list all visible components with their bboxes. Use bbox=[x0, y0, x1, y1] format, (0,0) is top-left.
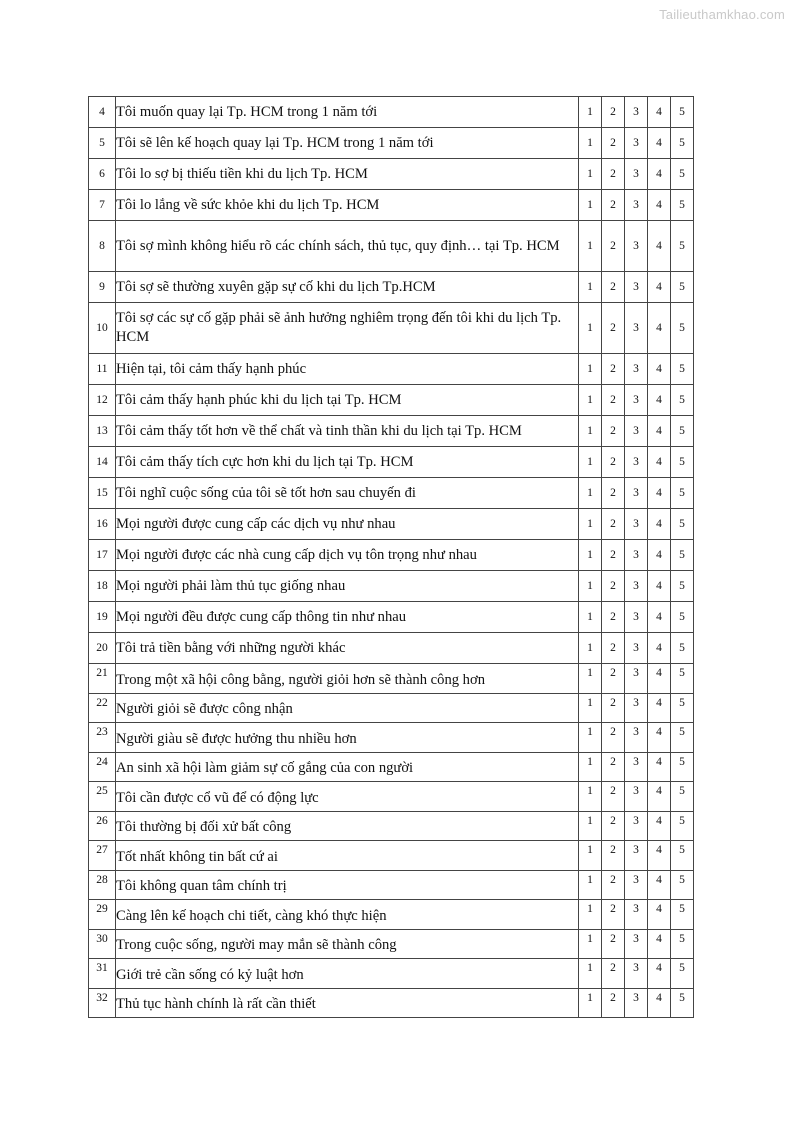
table-row bbox=[89, 571, 694, 602]
likert-option-3[interactable]: 3 bbox=[625, 385, 648, 416]
likert-option-5[interactable]: 5 bbox=[671, 128, 694, 159]
likert-option-4[interactable]: 4 bbox=[648, 128, 671, 159]
likert-option-1[interactable]: 1 bbox=[579, 385, 602, 416]
table-row bbox=[89, 128, 694, 159]
table-row bbox=[89, 723, 694, 753]
statement-text: Tôi sợ sẽ thường xuyên gặp sự cố khi du lịch Tp.HCM bbox=[116, 272, 579, 303]
survey-body bbox=[89, 97, 694, 1018]
likert-option-1[interactable]: 1 bbox=[579, 929, 602, 959]
likert-option-1[interactable]: 1 bbox=[579, 159, 602, 190]
likert-option-4[interactable]: 4 bbox=[648, 602, 671, 633]
likert-option-1[interactable]: 1 bbox=[579, 128, 602, 159]
likert-option-5[interactable]: 5 bbox=[671, 540, 694, 571]
likert-option-1[interactable]: 1 bbox=[579, 571, 602, 602]
row-number: 6 bbox=[89, 159, 116, 190]
likert-option-3[interactable]: 3 bbox=[625, 303, 648, 354]
statement-text: Tôi cảm thấy hạnh phúc khi du lịch tại Tp. HCM bbox=[116, 385, 579, 416]
statement-text: Tôi sợ mình không hiểu rõ các chính sách, thủ tục, quy định… tại Tp. HCM bbox=[116, 221, 579, 272]
likert-option-1[interactable]: 1 bbox=[579, 782, 602, 812]
likert-option-4[interactable]: 4 bbox=[648, 354, 671, 385]
likert-option-1[interactable]: 1 bbox=[579, 272, 602, 303]
likert-option-5[interactable]: 5 bbox=[671, 602, 694, 633]
likert-option-4[interactable]: 4 bbox=[648, 221, 671, 272]
row-number: 31 bbox=[89, 959, 116, 989]
statement-text: Tôi cảm thấy tốt hơn về thể chất và tinh thần khi du lịch tại Tp. HCM bbox=[116, 416, 579, 447]
row-number: 29 bbox=[89, 900, 116, 930]
row-number: 5 bbox=[89, 128, 116, 159]
statement-text: Mọi người được các nhà cung cấp dịch vụ tôn trọng như nhau bbox=[116, 540, 579, 571]
row-number: 30 bbox=[89, 929, 116, 959]
likert-option-5[interactable]: 5 bbox=[671, 159, 694, 190]
statement-text: Hiện tại, tôi cảm thấy hạnh phúc bbox=[116, 354, 579, 385]
likert-option-4[interactable]: 4 bbox=[648, 303, 671, 354]
row-number: 23 bbox=[89, 723, 116, 753]
likert-option-4[interactable]: 4 bbox=[648, 97, 671, 128]
table-row bbox=[89, 272, 694, 303]
statement-text: Thủ tục hành chính là rất cần thiết bbox=[116, 988, 579, 1018]
likert-option-3[interactable]: 3 bbox=[625, 478, 648, 509]
likert-option-2[interactable]: 2 bbox=[602, 841, 625, 871]
likert-option-2[interactable]: 2 bbox=[602, 782, 625, 812]
statement-text: Người giàu sẽ được hưởng thu nhiều hơn bbox=[116, 723, 579, 753]
likert-option-3[interactable]: 3 bbox=[625, 988, 648, 1018]
likert-option-5[interactable]: 5 bbox=[671, 190, 694, 221]
table-row bbox=[89, 900, 694, 930]
likert-option-3[interactable]: 3 bbox=[625, 159, 648, 190]
likert-option-3[interactable]: 3 bbox=[625, 128, 648, 159]
statement-text: Tôi lo lắng về sức khỏe khi du lịch Tp. HCM bbox=[116, 190, 579, 221]
likert-option-1[interactable]: 1 bbox=[579, 416, 602, 447]
statement-text: An sinh xã hội làm giảm sự cố gắng của con người bbox=[116, 752, 579, 782]
statement-text: Người giỏi sẽ được công nhận bbox=[116, 693, 579, 723]
likert-option-5[interactable]: 5 bbox=[671, 385, 694, 416]
likert-option-1[interactable]: 1 bbox=[579, 870, 602, 900]
likert-option-3[interactable]: 3 bbox=[625, 221, 648, 272]
row-number: 27 bbox=[89, 841, 116, 871]
likert-option-2[interactable]: 2 bbox=[602, 478, 625, 509]
likert-option-4[interactable]: 4 bbox=[648, 782, 671, 812]
likert-option-1[interactable]: 1 bbox=[579, 354, 602, 385]
likert-option-2[interactable]: 2 bbox=[602, 272, 625, 303]
likert-option-1[interactable]: 1 bbox=[579, 478, 602, 509]
row-number: 28 bbox=[89, 870, 116, 900]
likert-option-5[interactable]: 5 bbox=[671, 959, 694, 989]
likert-option-4[interactable]: 4 bbox=[648, 272, 671, 303]
table-row bbox=[89, 221, 694, 272]
likert-option-4[interactable]: 4 bbox=[648, 633, 671, 664]
likert-option-2[interactable]: 2 bbox=[602, 602, 625, 633]
row-number: 25 bbox=[89, 782, 116, 812]
watermark: Tailieuthamkhao.com bbox=[659, 7, 785, 22]
likert-option-4[interactable]: 4 bbox=[648, 159, 671, 190]
row-number: 22 bbox=[89, 693, 116, 723]
likert-option-2[interactable]: 2 bbox=[602, 385, 625, 416]
likert-option-3[interactable]: 3 bbox=[625, 900, 648, 930]
likert-option-2[interactable]: 2 bbox=[602, 752, 625, 782]
likert-option-5[interactable]: 5 bbox=[671, 447, 694, 478]
likert-option-5[interactable]: 5 bbox=[671, 782, 694, 812]
table-row bbox=[89, 478, 694, 509]
table-row bbox=[89, 509, 694, 540]
statement-text: Càng lên kế hoạch chi tiết, càng khó thực hiện bbox=[116, 900, 579, 930]
table-row bbox=[89, 416, 694, 447]
table-row bbox=[89, 354, 694, 385]
likert-option-2[interactable]: 2 bbox=[602, 128, 625, 159]
likert-option-4[interactable]: 4 bbox=[648, 959, 671, 989]
statement-text: Tôi nghĩ cuộc sống của tôi sẽ tốt hơn sau chuyến đi bbox=[116, 478, 579, 509]
likert-option-1[interactable]: 1 bbox=[579, 303, 602, 354]
likert-option-2[interactable]: 2 bbox=[602, 447, 625, 478]
table-row bbox=[89, 190, 694, 221]
likert-option-4[interactable]: 4 bbox=[648, 540, 671, 571]
likert-option-3[interactable]: 3 bbox=[625, 693, 648, 723]
likert-option-1[interactable]: 1 bbox=[579, 752, 602, 782]
statement-text: Trong một xã hội công bằng, người giỏi hơn sẽ thành công hơn bbox=[116, 664, 579, 694]
table-row bbox=[89, 841, 694, 871]
row-number: 21 bbox=[89, 664, 116, 694]
statement-text: Tôi muốn quay lại Tp. HCM trong 1 năm tới bbox=[116, 97, 579, 128]
row-number: 24 bbox=[89, 752, 116, 782]
statement-text: Tôi không quan tâm chính trị bbox=[116, 870, 579, 900]
likert-option-3[interactable]: 3 bbox=[625, 190, 648, 221]
likert-option-5[interactable]: 5 bbox=[671, 97, 694, 128]
statement-text: Tôi cần được cổ vũ để có động lực bbox=[116, 782, 579, 812]
row-number: 17 bbox=[89, 540, 116, 571]
likert-option-1[interactable]: 1 bbox=[579, 988, 602, 1018]
table-row bbox=[89, 664, 694, 694]
table-row bbox=[89, 540, 694, 571]
likert-option-5[interactable]: 5 bbox=[671, 723, 694, 753]
statement-text: Tôi cảm thấy tích cực hơn khi du lịch tại Tp. HCM bbox=[116, 447, 579, 478]
likert-option-1[interactable]: 1 bbox=[579, 540, 602, 571]
row-number: 14 bbox=[89, 447, 116, 478]
likert-option-2[interactable]: 2 bbox=[602, 190, 625, 221]
likert-option-2[interactable]: 2 bbox=[602, 811, 625, 841]
row-number: 9 bbox=[89, 272, 116, 303]
table-row bbox=[89, 303, 694, 354]
likert-option-1[interactable]: 1 bbox=[579, 633, 602, 664]
likert-option-1[interactable]: 1 bbox=[579, 959, 602, 989]
likert-option-2[interactable]: 2 bbox=[602, 900, 625, 930]
table-row bbox=[89, 752, 694, 782]
likert-option-2[interactable]: 2 bbox=[602, 221, 625, 272]
likert-option-3[interactable]: 3 bbox=[625, 664, 648, 694]
likert-option-5[interactable]: 5 bbox=[671, 478, 694, 509]
statement-text: Tôi sẽ lên kế hoạch quay lại Tp. HCM trong 1 năm tới bbox=[116, 128, 579, 159]
likert-option-5[interactable]: 5 bbox=[671, 870, 694, 900]
likert-option-5[interactable]: 5 bbox=[671, 303, 694, 354]
likert-option-3[interactable]: 3 bbox=[625, 633, 648, 664]
likert-option-5[interactable]: 5 bbox=[671, 354, 694, 385]
statement-text: Trong cuộc sống, người may mắn sẽ thành công bbox=[116, 929, 579, 959]
table-row bbox=[89, 811, 694, 841]
likert-option-1[interactable]: 1 bbox=[579, 602, 602, 633]
likert-option-3[interactable]: 3 bbox=[625, 870, 648, 900]
likert-option-5[interactable]: 5 bbox=[671, 633, 694, 664]
likert-option-4[interactable]: 4 bbox=[648, 416, 671, 447]
likert-option-2[interactable]: 2 bbox=[602, 354, 625, 385]
likert-option-2[interactable]: 2 bbox=[602, 870, 625, 900]
row-number: 20 bbox=[89, 633, 116, 664]
likert-option-5[interactable]: 5 bbox=[671, 221, 694, 272]
likert-option-1[interactable]: 1 bbox=[579, 509, 602, 540]
likert-option-1[interactable]: 1 bbox=[579, 723, 602, 753]
likert-option-2[interactable]: 2 bbox=[602, 959, 625, 989]
likert-option-4[interactable]: 4 bbox=[648, 870, 671, 900]
likert-option-1[interactable]: 1 bbox=[579, 841, 602, 871]
likert-option-2[interactable]: 2 bbox=[602, 303, 625, 354]
row-number: 7 bbox=[89, 190, 116, 221]
likert-option-5[interactable]: 5 bbox=[671, 988, 694, 1018]
likert-option-3[interactable]: 3 bbox=[625, 97, 648, 128]
statement-text: Mọi người đều được cung cấp thông tin như nhau bbox=[116, 602, 579, 633]
likert-option-2[interactable]: 2 bbox=[602, 723, 625, 753]
likert-option-3[interactable]: 3 bbox=[625, 959, 648, 989]
row-number: 16 bbox=[89, 509, 116, 540]
likert-option-4[interactable]: 4 bbox=[648, 447, 671, 478]
row-number: 4 bbox=[89, 97, 116, 128]
statement-text: Tôi lo sợ bị thiếu tiền khi du lịch Tp. HCM bbox=[116, 159, 579, 190]
statement-text: Giới trẻ cần sống có kỷ luật hơn bbox=[116, 959, 579, 989]
likert-option-5[interactable]: 5 bbox=[671, 509, 694, 540]
statement-text: Tôi sợ các sự cố gặp phải sẽ ảnh hưởng nghiêm trọng đến tôi khi du lịch Tp. HCM bbox=[116, 303, 579, 354]
row-number: 10 bbox=[89, 303, 116, 354]
likert-option-3[interactable]: 3 bbox=[625, 602, 648, 633]
likert-option-3[interactable]: 3 bbox=[625, 841, 648, 871]
row-number: 12 bbox=[89, 385, 116, 416]
likert-option-3[interactable]: 3 bbox=[625, 509, 648, 540]
table-row bbox=[89, 782, 694, 812]
likert-option-5[interactable]: 5 bbox=[671, 693, 694, 723]
table-row bbox=[89, 447, 694, 478]
likert-option-3[interactable]: 3 bbox=[625, 447, 648, 478]
likert-option-3[interactable]: 3 bbox=[625, 540, 648, 571]
likert-option-2[interactable]: 2 bbox=[602, 664, 625, 694]
likert-option-2[interactable]: 2 bbox=[602, 540, 625, 571]
likert-option-1[interactable]: 1 bbox=[579, 693, 602, 723]
likert-option-4[interactable]: 4 bbox=[648, 664, 671, 694]
likert-option-5[interactable]: 5 bbox=[671, 900, 694, 930]
row-number: 8 bbox=[89, 221, 116, 272]
table-row bbox=[89, 988, 694, 1018]
likert-option-5[interactable]: 5 bbox=[671, 929, 694, 959]
likert-option-2[interactable]: 2 bbox=[602, 159, 625, 190]
table-row bbox=[89, 870, 694, 900]
likert-option-4[interactable]: 4 bbox=[648, 190, 671, 221]
row-number: 19 bbox=[89, 602, 116, 633]
table-row bbox=[89, 693, 694, 723]
likert-option-4[interactable]: 4 bbox=[648, 723, 671, 753]
likert-option-1[interactable]: 1 bbox=[579, 447, 602, 478]
likert-option-4[interactable]: 4 bbox=[648, 841, 671, 871]
likert-option-3[interactable]: 3 bbox=[625, 929, 648, 959]
likert-option-1[interactable]: 1 bbox=[579, 900, 602, 930]
row-number: 32 bbox=[89, 988, 116, 1018]
likert-option-5[interactable]: 5 bbox=[671, 752, 694, 782]
likert-option-4[interactable]: 4 bbox=[648, 478, 671, 509]
likert-option-4[interactable]: 4 bbox=[648, 571, 671, 602]
row-number: 18 bbox=[89, 571, 116, 602]
likert-option-1[interactable]: 1 bbox=[579, 664, 602, 694]
table-row bbox=[89, 385, 694, 416]
likert-option-3[interactable]: 3 bbox=[625, 416, 648, 447]
likert-option-1[interactable]: 1 bbox=[579, 811, 602, 841]
table-row bbox=[89, 97, 694, 128]
row-number: 26 bbox=[89, 811, 116, 841]
survey-table bbox=[88, 96, 694, 1018]
table-row bbox=[89, 959, 694, 989]
likert-option-2[interactable]: 2 bbox=[602, 988, 625, 1018]
statement-text: Tốt nhất không tin bất cứ ai bbox=[116, 841, 579, 871]
table-row bbox=[89, 159, 694, 190]
statement-text: Tôi thường bị đối xử bất công bbox=[116, 811, 579, 841]
likert-option-1[interactable]: 1 bbox=[579, 190, 602, 221]
statement-text: Mọi người được cung cấp các dịch vụ như nhau bbox=[116, 509, 579, 540]
likert-option-3[interactable]: 3 bbox=[625, 272, 648, 303]
likert-option-3[interactable]: 3 bbox=[625, 723, 648, 753]
likert-option-2[interactable]: 2 bbox=[602, 571, 625, 602]
row-number: 11 bbox=[89, 354, 116, 385]
likert-option-2[interactable]: 2 bbox=[602, 929, 625, 959]
likert-option-3[interactable]: 3 bbox=[625, 782, 648, 812]
likert-option-1[interactable]: 1 bbox=[579, 97, 602, 128]
likert-option-4[interactable]: 4 bbox=[648, 929, 671, 959]
likert-option-2[interactable]: 2 bbox=[602, 693, 625, 723]
likert-option-2[interactable]: 2 bbox=[602, 97, 625, 128]
statement-text: Mọi người phải làm thủ tục giống nhau bbox=[116, 571, 579, 602]
likert-option-2[interactable]: 2 bbox=[602, 416, 625, 447]
table-row bbox=[89, 633, 694, 664]
likert-option-4[interactable]: 4 bbox=[648, 988, 671, 1018]
likert-option-4[interactable]: 4 bbox=[648, 385, 671, 416]
likert-option-5[interactable]: 5 bbox=[671, 841, 694, 871]
likert-option-3[interactable]: 3 bbox=[625, 354, 648, 385]
likert-option-3[interactable]: 3 bbox=[625, 811, 648, 841]
likert-option-2[interactable]: 2 bbox=[602, 509, 625, 540]
statement-text: Tôi trả tiền bằng với những người khác bbox=[116, 633, 579, 664]
likert-option-4[interactable]: 4 bbox=[648, 752, 671, 782]
likert-option-4[interactable]: 4 bbox=[648, 900, 671, 930]
row-number: 13 bbox=[89, 416, 116, 447]
likert-option-5[interactable]: 5 bbox=[671, 811, 694, 841]
table-row bbox=[89, 602, 694, 633]
likert-option-3[interactable]: 3 bbox=[625, 571, 648, 602]
table-row bbox=[89, 929, 694, 959]
likert-option-5[interactable]: 5 bbox=[671, 416, 694, 447]
likert-option-5[interactable]: 5 bbox=[671, 664, 694, 694]
likert-option-4[interactable]: 4 bbox=[648, 693, 671, 723]
likert-option-4[interactable]: 4 bbox=[648, 509, 671, 540]
likert-option-1[interactable]: 1 bbox=[579, 221, 602, 272]
likert-option-5[interactable]: 5 bbox=[671, 272, 694, 303]
likert-option-3[interactable]: 3 bbox=[625, 752, 648, 782]
likert-option-2[interactable]: 2 bbox=[602, 633, 625, 664]
row-number: 15 bbox=[89, 478, 116, 509]
likert-option-5[interactable]: 5 bbox=[671, 571, 694, 602]
likert-option-4[interactable]: 4 bbox=[648, 811, 671, 841]
